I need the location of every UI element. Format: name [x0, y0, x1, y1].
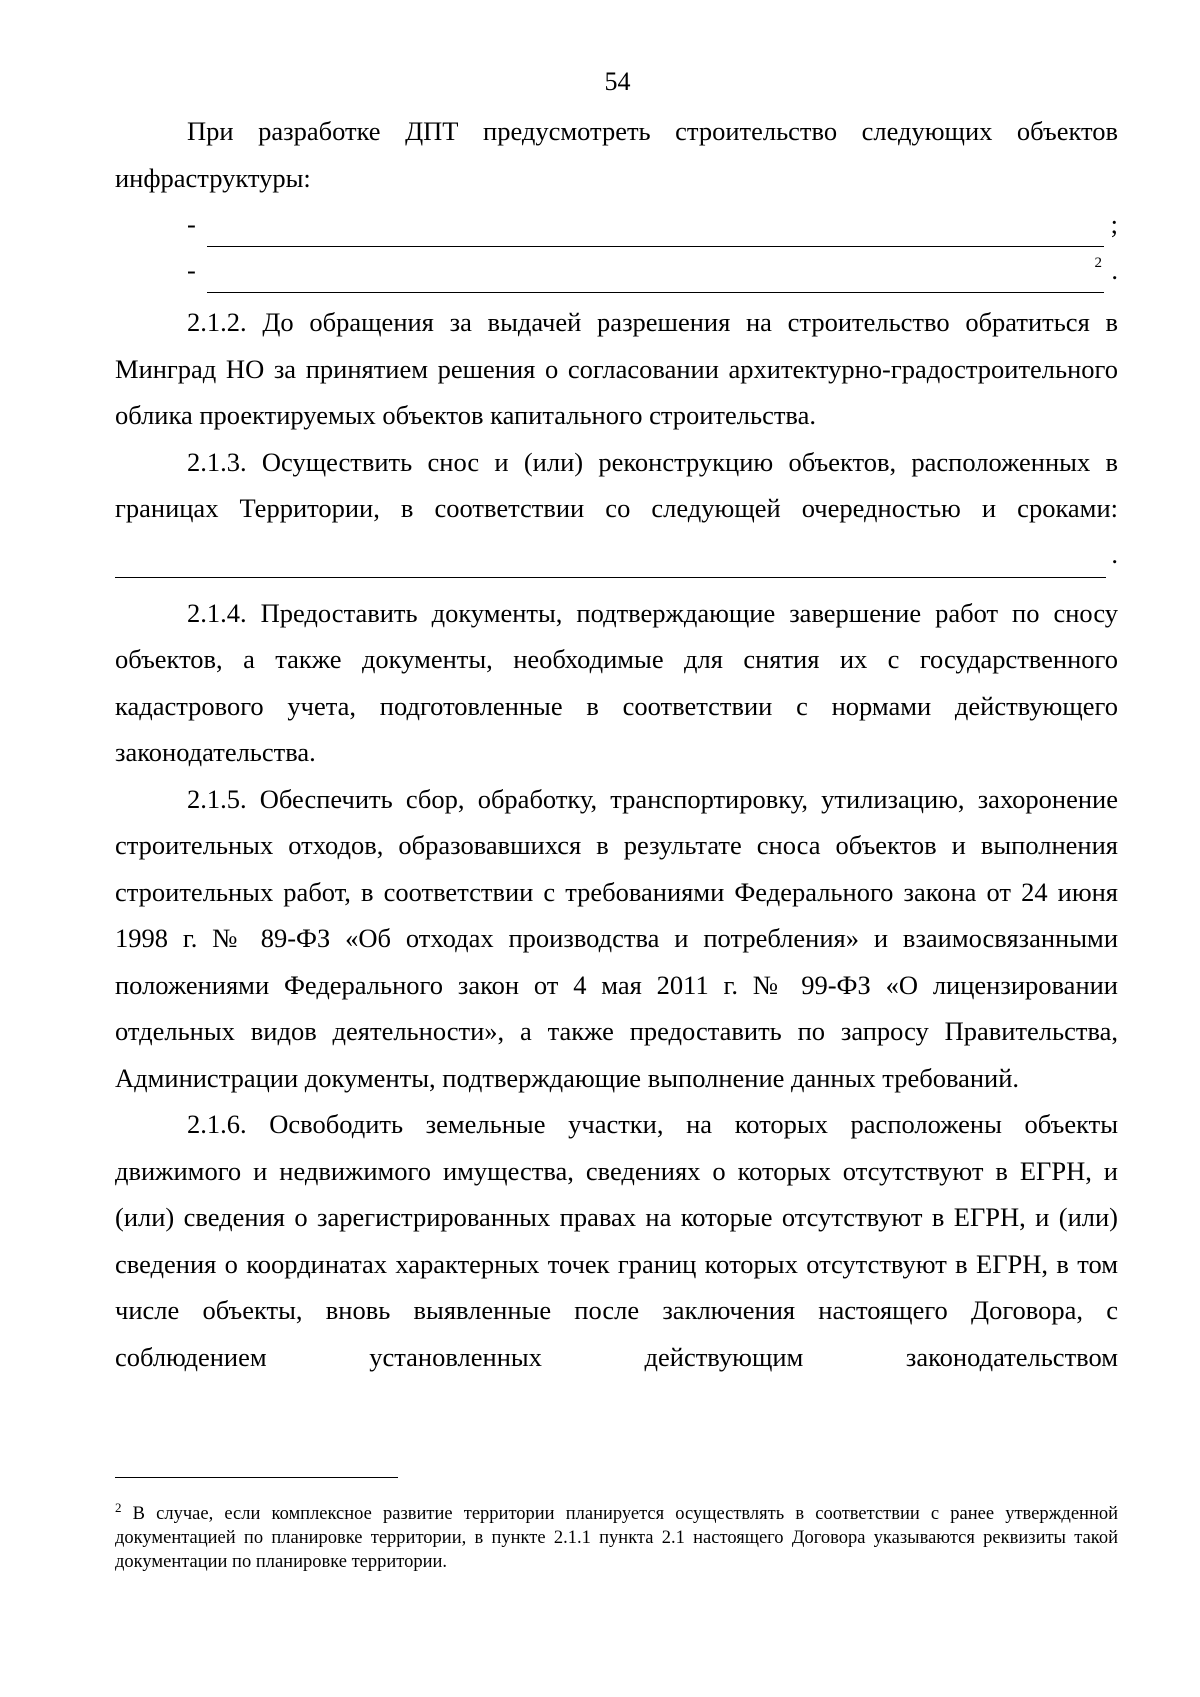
- blank-item-2: [115, 247, 1118, 293]
- footnote-reference: 2: [1094, 255, 1102, 271]
- paragraph-intro: При разработке ДПТ предусмотреть строительство следующих объектов инфраструктуры:: [115, 116, 1118, 193]
- document-body: [115, 108, 1118, 1380]
- footnote-text: В случае, если комплексное развитие территории планируется осуществлять в соответствии с ранее утвержденной документацией по планировке территории, в пункте 2.1.1 пункта 2.1 настоящего Договора указываются реквизиты такой документации по планировке территории.: [115, 1504, 1118, 1572]
- line-end-punct: .: [1111, 539, 1118, 569]
- paragraph-2-1-5: 2.1.5. Обеспечить сбор, обработку, транспортировку, утилизацию, захоронение строительных отходов, образовавшихся в результате сноса объектов и выполнения строительных работ, в соответствии с требованиями Федерального закона от 24 июня 1998 г. № 89-ФЗ «Об отходах производства и потребления» и взаимосвязанными положениями Федерального закон от 4 мая 2011 г. № 99-ФЗ «О лицензировании отдельных видов деятельности», а также предоставить по запросу Правительства, Администрации документы, подтверждающие выполнение данных требований.: [115, 783, 1118, 1093]
- footnote-separator: [115, 1477, 398, 1478]
- line-end-punct: ;: [1110, 208, 1118, 239]
- blank-item-1: [115, 201, 1118, 247]
- fill-in-line: [207, 216, 1104, 247]
- paragraph-2-1-4: 2.1.4. Предоставить документы, подтверждающие завершение работ по сносу объектов, а также документы, необходимые для снятия их с государственного кадастрового учета, подготовленные в соответствии с нормами действующего законодательства.: [115, 597, 1118, 767]
- page-number: 54: [604, 67, 631, 96]
- paragraph-2-1-3: 2.1.3. Осуществить снос и (или) реконструкцию объектов, расположенных в границах Территории, в соответствии со следующей очередностью и сроками:: [115, 446, 1118, 523]
- list-dash: -: [187, 254, 196, 285]
- line-end-punct: .: [1111, 254, 1118, 285]
- fill-in-line-2-1-3: [115, 532, 1118, 578]
- paragraph-2-1-6: 2.1.6. Освободить земельные участки, на которых расположены объекты движимого и недвижимого имущества, сведениях о которых отсутствуют в ЕГРН, и (или) сведения о зарегистрированных правах на которые отсутствуют в ЕГРН, и (или) сведения о координатах характерных точек границ которых отсутствуют в ЕГРН, в том числе объекты, вновь выявленные после заключения настоящего Договора, с соблюдением установленных действующим законодательством: [115, 1109, 1118, 1372]
- list-dash: -: [187, 208, 196, 239]
- footnote: [115, 1499, 1118, 1574]
- paragraph-2-1-2: 2.1.2. До обращения за выдачей разрешения на строительство обратиться в Минград НО за принятием решения о согласовании архитектурно-градостроительного облика проектируемых объектов капитального строительства.: [115, 307, 1118, 430]
- fill-in-line: [115, 547, 1106, 578]
- fill-in-line: [207, 255, 1104, 293]
- footnote-mark: 2: [115, 1499, 122, 1515]
